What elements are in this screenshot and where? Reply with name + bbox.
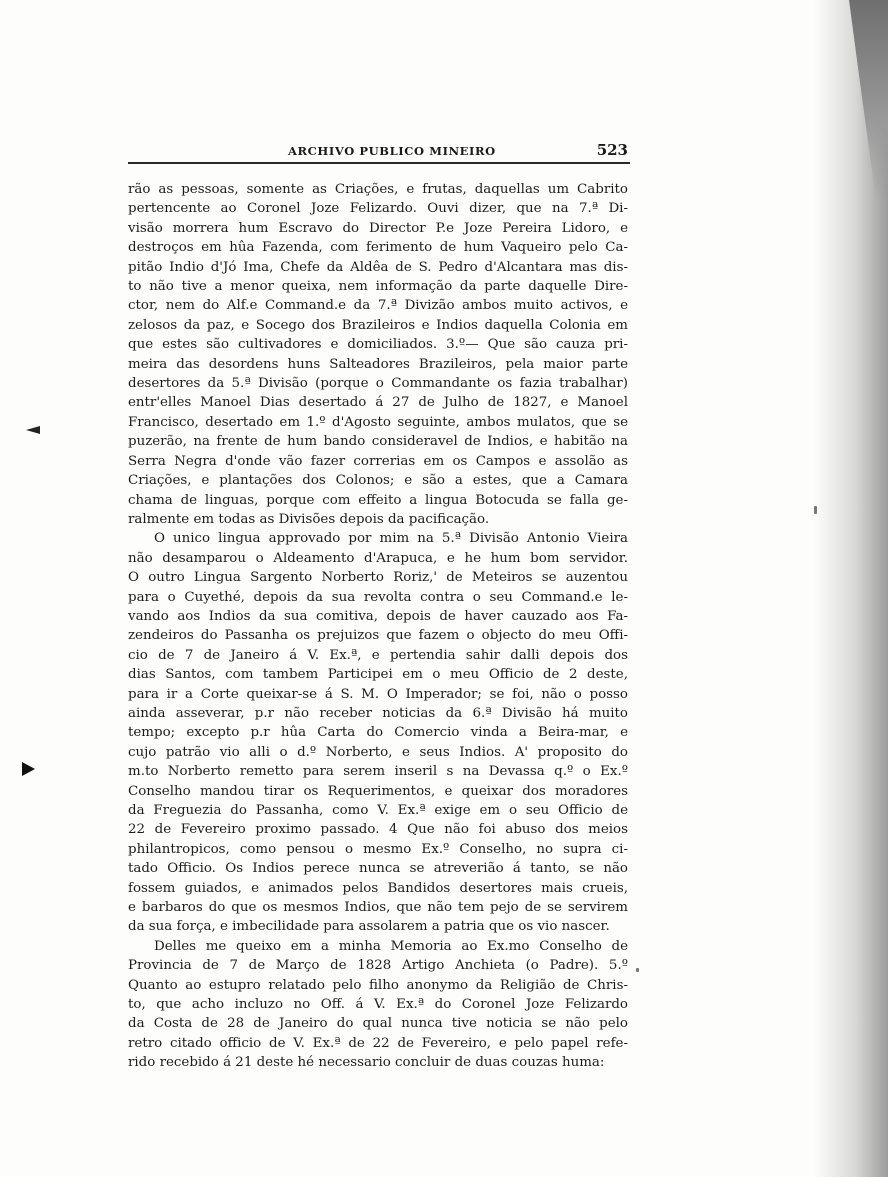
text-line: fossem guiados, e animados pelos Bandidos desertores mais crueis, — [128, 880, 628, 896]
text-line: entr'elles Manoel Dias desertado á 27 de Julho de 1827, e Manoel — [128, 395, 628, 411]
text-line: O unico lingua approvado por mim na 5.ª Divisão Antonio Vieira — [154, 531, 628, 547]
text-line: pertencente ao Coronel Joze Felizardo. Ouvi dizer, que na 7.ª Di- — [128, 201, 628, 217]
text-line: rido recebido á 21 deste hé necessario concluir de duas couzas huma: — [128, 1055, 605, 1071]
margin-arrow-left-icon — [26, 426, 40, 434]
text-line: Criações, e plantações dos Colonos; e são a estes, que a Camara — [128, 473, 628, 489]
text-line: Delles me queixo em a minha Memoria ao Ex.mo Conselho de — [154, 938, 628, 954]
text-line: to não tive a menor queixa, nem informação da parte daquelle Dire- — [128, 279, 628, 295]
text-line: Francisco, desertado em 1.º d'Agosto seguinte, ambos mulatos, que se — [128, 414, 628, 430]
text-line: da Costa de 28 de Janeiro do qual nunca tive noticia se não pelo — [128, 1016, 628, 1032]
text-line: 22 de Fevereiro proximo passado. 4 Que não foi abuso dos meios — [128, 822, 628, 838]
text-line: para o Cuyethé, depois da sua revolta contra o seu Command.e le- — [128, 589, 628, 605]
text-line: dias Santos, com tambem Participei em o meu Officio de 2 deste, — [128, 667, 628, 683]
header-title: ARCHIVO PUBLICO MINEIRO — [288, 144, 496, 158]
text-line: ainda asseverar, p.r não receber noticias da 6.ª Divisão há muito — [128, 705, 628, 721]
text-line: chama de linguas, porque com effeito a lingua Botocuda se falla ge- — [128, 492, 628, 508]
header-rule — [128, 162, 630, 164]
text-line: ralmente em todas as Divisões depois da pacificação. — [128, 511, 490, 527]
text-line: desertores da 5.ª Divisão (porque o Commandante os fazia trabalhar) — [128, 376, 628, 392]
text-line: não desamparou o Aldeamento d'Arapuca, e he hum bom servidor. — [128, 550, 628, 566]
margin-arrow-right-icon — [22, 762, 35, 776]
text-line: que estes são cultivadores e domiciliados. 3.º— Que são cauza pri- — [128, 337, 628, 353]
text-line: visão morrera hum Escravo do Director P.e Joze Pereira Lidoro, e — [128, 220, 628, 236]
text-line: destroços em hûa Fazenda, com ferimento de hum Vaqueiro pelo Ca- — [128, 240, 628, 256]
text-line: zendeiros do Passanha os prejuizos que fazem o objecto do meu Offi- — [128, 628, 628, 644]
text-line: da sua força, e imbecilidade para assolarem a patria que os vio nascer. — [128, 919, 610, 935]
page-number: 523 — [596, 141, 628, 159]
text-line: Conselho mandou tirar os Requerimentos, e queixar dos moradores — [128, 783, 628, 799]
body-text — [128, 180, 628, 1073]
text-line: Provincia de 7 de Março de 1828 Artigo Anchieta (o Padre). 5.º — [128, 958, 628, 974]
text-line: Serra Negra d'onde vão fazer correrias em os Campos e assolão as — [128, 453, 628, 469]
text-line: O outro Lingua Sargento Norberto Roriz,' de Meteiros se auzentou — [128, 570, 628, 586]
scan-speck — [636, 968, 639, 972]
text-line: meira das desordens huns Salteadores Brazileiros, pela maior parte — [128, 356, 628, 372]
text-line: zelosos da paz, e Socego dos Brazileiros e Indios daquella Colonia em — [128, 317, 628, 333]
text-line: rão as pessoas, somente as Criações, e frutas, daquellas um Cabrito — [128, 182, 628, 197]
text-line: Quanto ao estupro relatado pelo filho anonymo da Religião de Chris- — [128, 977, 628, 993]
text-line: philantropicos, como pensou o mesmo Ex.º Conselho, no supra ci- — [128, 841, 628, 857]
text-line: m.to Norberto remetto para serem inseril s na Devassa q.º o Ex.º — [128, 764, 628, 780]
text-line: ctor, nem do Alf.e Command.e da 7.ª Divizão ambos muito activos, e — [128, 298, 628, 314]
running-header — [128, 140, 630, 162]
text-line: to, que acho incluzo no Off. á V. Ex.ª do Coronel Joze Felizardo — [128, 997, 628, 1013]
text-line: retro citado officio de V. Ex.ª de 22 de Fevereiro, e pelo papel refe- — [128, 1035, 628, 1051]
text-line: tado Officio. Os Indios perece nunca se atreverião á tanto, se não — [128, 861, 628, 877]
text-line: cujo patrão vio alli o d.º Norberto, e seus Indios. A' proposito do — [128, 744, 628, 760]
text-line: tempo; excepto p.r hûa Carta do Comercio vinda a Beira-mar, e — [128, 725, 628, 741]
text-line: cio de 7 de Janeiro á V. Ex.ª, e pertendia sahir dalli depois dos — [128, 647, 628, 663]
text-line: pitão Indio d'Jó Ima, Chefe da Aldêa de S. Pedro d'Alcantara mas dis- — [128, 259, 628, 275]
text-line: da Freguezia do Passanha, como V. Ex.ª exige em o seu Officio de — [128, 803, 628, 818]
text-line: puzerão, na frente de hum bando consideravel de Indios, e habitão na — [128, 434, 628, 450]
text-line: vando aos Indios da sua comitiva, depois de haver cauzado aos Fa- — [128, 608, 628, 624]
scan-speck — [814, 506, 817, 514]
text-line: e barbaros do que os mesmos Indios, que não tem pejo de se servirem — [128, 900, 628, 916]
text-line: para ir a Corte queixar-se á S. M. O Imperador; se foi, não o posso — [128, 686, 628, 702]
